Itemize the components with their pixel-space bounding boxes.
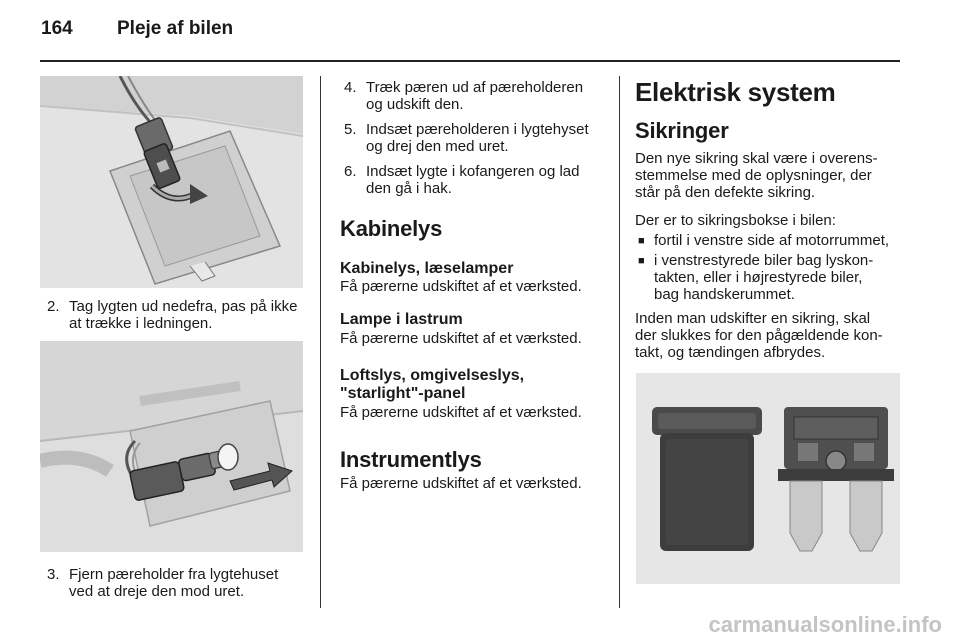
workshop-text: Få pærerne udskiftet af et værksted.	[340, 278, 582, 295]
header-rule	[40, 60, 900, 62]
bullet-square-icon: ■	[638, 255, 645, 267]
text-line: Inden man udskifter en sikring, skal	[635, 310, 871, 327]
step-number: 4.	[344, 79, 357, 96]
step-text	[366, 163, 579, 197]
step-text-line: Tag lygten ud nedefra, pas på ikke	[69, 298, 298, 315]
text-line: takt, og tændingen afbrydes.	[635, 344, 826, 361]
step-text-line: Fjern pæreholder fra lygtehuset	[69, 566, 279, 583]
heading-sikringer: Sikringer	[635, 118, 729, 143]
lamp-removal-figure	[40, 76, 303, 288]
text-line: der slukkes for den pågældende kon-	[635, 327, 883, 344]
step-text-line: og drej den med uret.	[366, 138, 509, 155]
step-text	[69, 566, 278, 600]
step-number: 2.	[47, 298, 60, 315]
fuse-outro-text	[635, 310, 883, 361]
step-number: 3.	[47, 566, 60, 583]
text-line: i venstrestyrede biler bag lyskon-	[654, 252, 874, 269]
bullet-item-1: fortil i venstre side af motorrummet,	[654, 232, 890, 249]
column-divider-left	[320, 76, 321, 608]
text-line: bag handskerummet.	[654, 286, 795, 303]
fuse-intro-text	[635, 150, 878, 201]
step-number: 5.	[344, 121, 357, 138]
bullet-item-2	[654, 252, 873, 303]
subheading-line: Loftslys, omgivelseslys,	[340, 367, 525, 384]
text-line: takten, eller i højrestyrede biler,	[654, 269, 863, 286]
step-number: 6.	[344, 163, 357, 180]
text-line: Den nye sikring skal være i overens-	[635, 150, 878, 167]
subheading-loftslys	[340, 367, 524, 403]
subheading-line: "starlight"-panel	[340, 385, 466, 402]
step-text-line: den gå i hak.	[366, 180, 452, 197]
step-text-line: ved at dreje den mod uret.	[69, 583, 245, 600]
fuse-boxes-intro: Der er to sikringsbokse i bilen:	[635, 212, 836, 229]
workshop-text: Få pærerne udskiftet af et værksted.	[340, 404, 582, 421]
text-line: står på den defekte sikring.	[635, 184, 816, 201]
step-text-line: at trække i ledningen.	[69, 315, 213, 332]
step-text	[366, 121, 589, 155]
step-text-line: og udskift den.	[366, 96, 464, 113]
heading-elektrisk-system: Elektrisk system	[635, 77, 836, 107]
step-text	[69, 298, 298, 332]
step-text	[366, 79, 583, 113]
step-text-line: Træk pæren ud af pæreholderen	[366, 79, 584, 96]
bulb-holder-figure	[40, 341, 303, 552]
step-text-line: Indsæt pæreholderen i lygtehyset	[366, 121, 589, 138]
page-number: 164	[41, 18, 73, 39]
heading-instrumentlys: Instrumentlys	[340, 447, 482, 472]
heading-kabinelys: Kabinelys	[340, 216, 443, 241]
watermark: carmanualsonline.info	[708, 612, 942, 637]
subheading-lampe-lastrum: Lampe i lastrum	[340, 311, 463, 328]
workshop-text: Få pærerne udskiftet af et værksted.	[340, 475, 582, 492]
fuse-figure	[636, 373, 900, 584]
step-text-line: Indsæt lygte i kofangeren og lad	[366, 163, 580, 180]
bullet-square-icon: ■	[638, 235, 645, 247]
text-line: stemmelse med de oplysninger, der	[635, 167, 872, 184]
column-divider-right	[619, 76, 620, 608]
page-title: Pleje af bilen	[117, 18, 234, 39]
workshop-text: Få pærerne udskiftet af et værksted.	[340, 330, 582, 347]
fuse-icon	[652, 407, 762, 551]
subheading-kabinelys-laeselamper: Kabinelys, læselamper	[340, 260, 514, 277]
